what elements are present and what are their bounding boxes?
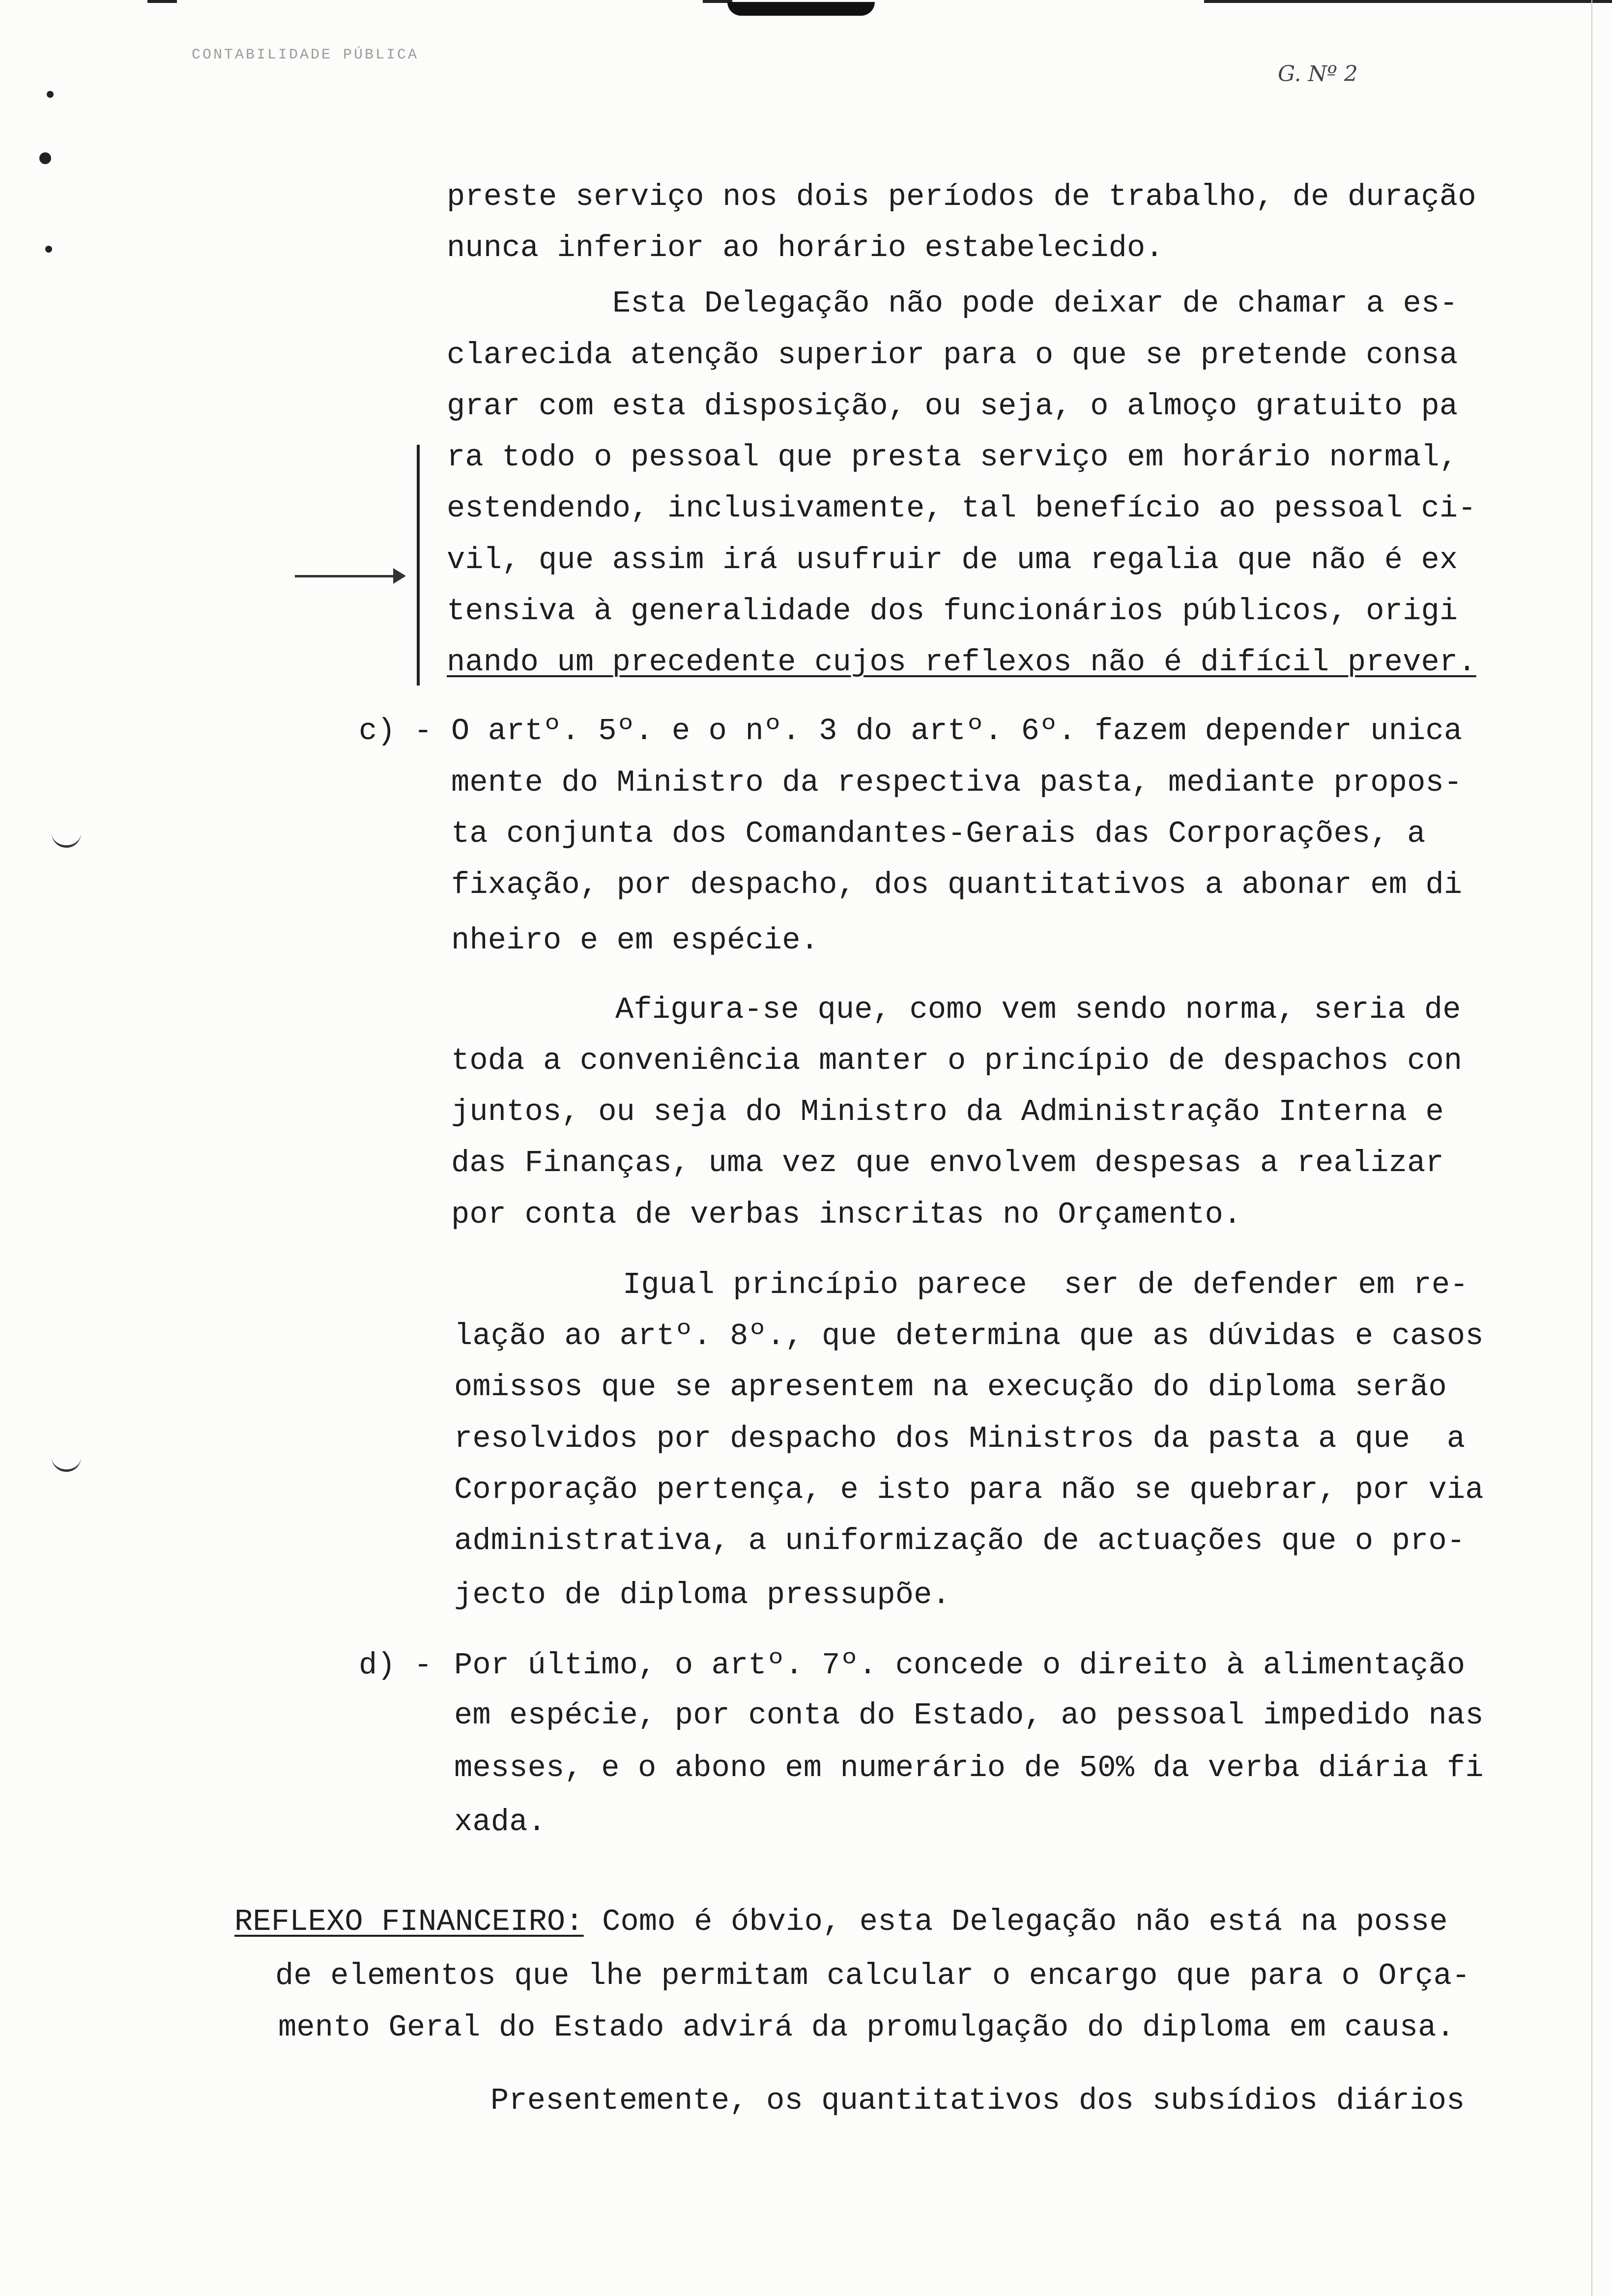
margin-bracket bbox=[417, 445, 420, 686]
text-line: das Finanças, uma vez que envolvem despesas a realizar bbox=[451, 1146, 1444, 1180]
financial-first-line bbox=[234, 1902, 1448, 1942]
text-line: messes, e o abono em numerário de 50% da verba diária fi bbox=[454, 1751, 1484, 1785]
text-line: ra todo o pessoal que presta serviço em horário normal, bbox=[447, 440, 1458, 475]
text-line: Afigura-se que, como vem sendo norma, seria de bbox=[615, 992, 1461, 1027]
text-line: nunca inferior ao horário estabelecido. bbox=[447, 230, 1164, 265]
financial-heading: REFLEXO FINANCEIRO: bbox=[234, 1904, 584, 1939]
text-line: Como é óbvio, esta Delegação não está na posse bbox=[583, 1904, 1448, 1939]
text-line: nando um precedente cujos reflexos não é difícil prever. bbox=[447, 645, 1476, 680]
text-line: por conta de verbas inscritas no Orçamento. bbox=[451, 1197, 1242, 1232]
text-line: mente do Ministro da respectiva pasta, mediante propos- bbox=[451, 765, 1463, 800]
text-line: nheiro e em espécie. bbox=[451, 923, 819, 958]
margin-arrow-icon bbox=[295, 575, 403, 577]
text-line: xada. bbox=[454, 1805, 547, 1839]
text-line: tensiva à generalidade dos funcionários públicos, origi bbox=[447, 594, 1458, 629]
text-line: juntos, ou seja do Ministro da Administração Interna e bbox=[451, 1094, 1444, 1129]
text-line: Presentemente, os quantitativos dos subsídios diários bbox=[490, 2083, 1465, 2118]
text-line: Igual princípio parece ser de defender em re- bbox=[623, 1267, 1468, 1302]
scan-edge-mark bbox=[1204, 0, 1612, 3]
text-line: jecto de diploma pressupõe. bbox=[454, 1578, 950, 1612]
text-line: Corporação pertença, e isto para não se quebrar, por via bbox=[454, 1472, 1484, 1507]
text-line: vil, que assim irá usufruir de uma regalia que não é ex bbox=[447, 543, 1458, 577]
text-line: omissos que se apresentem na execução do diploma serão bbox=[454, 1370, 1447, 1405]
punch-mark bbox=[47, 91, 54, 98]
text-line: grar com esta disposição, ou seja, o almoço gratuito pa bbox=[447, 389, 1458, 424]
text-line: mento Geral do Estado advirá da promulgação do diploma em causa. bbox=[278, 2010, 1455, 2045]
text-line: ta conjunta dos Comandantes-Gerais das Corporações, a bbox=[451, 816, 1426, 851]
text-line: preste serviço nos dois períodos de trabalho, de duração bbox=[447, 179, 1476, 214]
text-line: em espécie, por conta do Estado, ao pessoal impedido nas bbox=[454, 1698, 1484, 1733]
item-label-c: c) - bbox=[359, 714, 432, 748]
text-line: estendendo, inclusivamente, tal benefício ao pessoal ci- bbox=[447, 491, 1476, 526]
text-line: toda a conveniência manter o princípio de despachos con bbox=[451, 1043, 1463, 1078]
page-reference: G. Nº 2 bbox=[1278, 61, 1358, 86]
text-line: clarecida atenção superior para o que se pretende consa bbox=[447, 338, 1458, 373]
item-label-d: d) - bbox=[359, 1648, 432, 1683]
text-line: fixação, por despacho, dos quantitativos a abonar em di bbox=[451, 867, 1463, 902]
punch-mark bbox=[45, 246, 52, 253]
text-line: resolvidos por despacho dos Ministros da pasta a que a bbox=[454, 1421, 1466, 1456]
punch-hole bbox=[52, 1455, 81, 1472]
text-line: administrativa, a uniformização de actuações que o pro- bbox=[454, 1523, 1466, 1558]
text-line: O artº. 5º. e o nº. 3 do artº. 6º. fazem depender unica bbox=[451, 714, 1463, 748]
text-line: de elementos que lhe permitam calcular o encargo que para o Orça- bbox=[275, 1958, 1470, 1993]
text-line: Por último, o artº. 7º. concede o direito à alimentação bbox=[454, 1648, 1466, 1683]
department-header: CONTABILIDADE PÚBLICA bbox=[192, 47, 419, 63]
text-line: Esta Delegação não pode deixar de chamar a es- bbox=[612, 286, 1458, 321]
text-line: lação ao artº. 8º., que determina que as dúvidas e casos bbox=[454, 1319, 1484, 1353]
scan-edge-mark bbox=[147, 0, 177, 3]
punch-mark bbox=[39, 152, 51, 164]
binding-mark bbox=[727, 2, 875, 16]
page-edge bbox=[1591, 0, 1592, 2296]
punch-hole bbox=[52, 831, 81, 848]
